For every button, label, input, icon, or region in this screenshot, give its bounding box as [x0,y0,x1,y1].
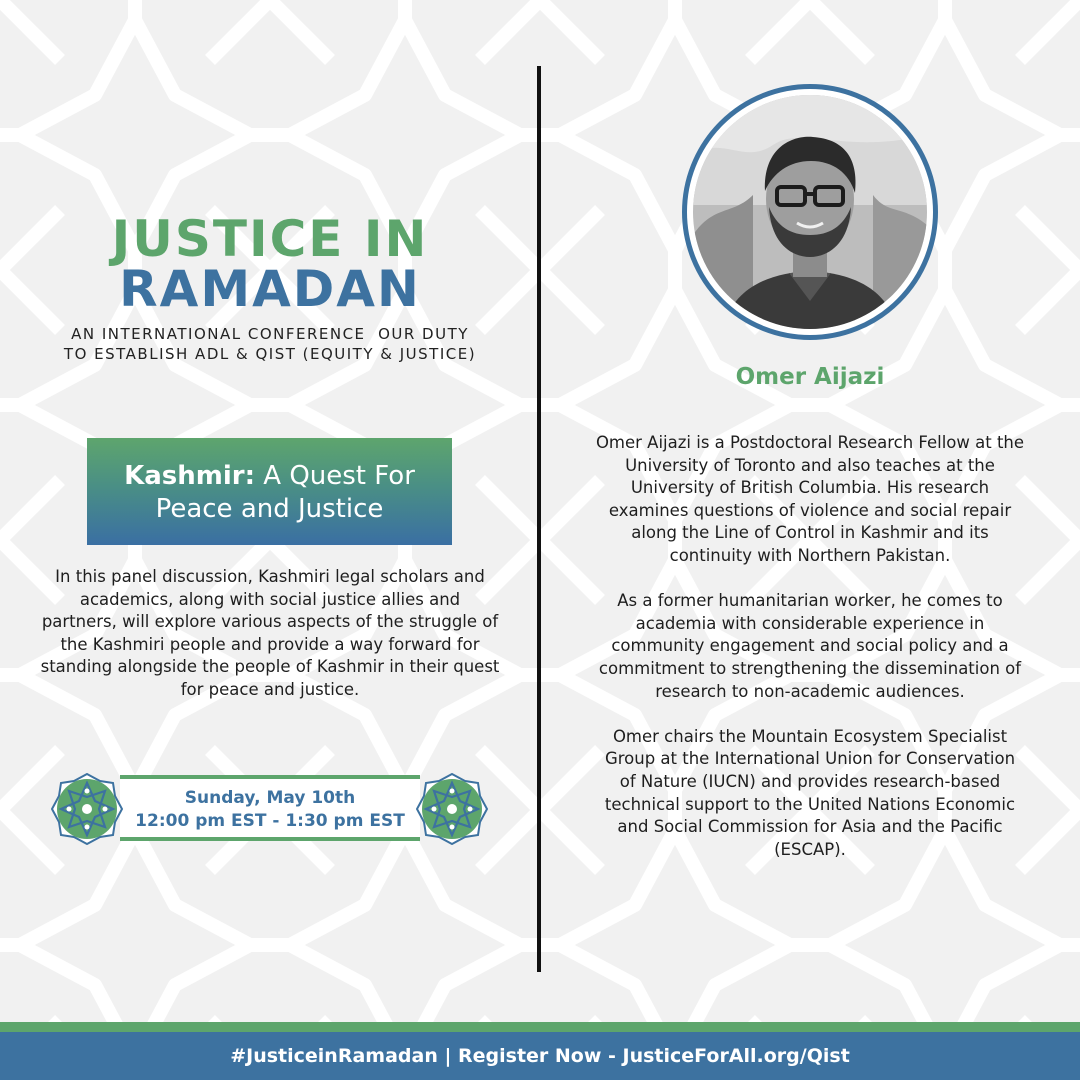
event-subtitle-line2: TO ESTABLISH ADL & QIST (EQUITY & JUSTICE) [63,345,477,363]
speaker-name: Omer Aijazi [735,364,885,390]
session-topic-rest: A Quest For [255,461,415,491]
speaker-avatar [682,84,938,340]
footer-accent-stripe [0,1022,1080,1032]
session-date: Sunday, May 10th [184,788,356,808]
speaker-bio-paragraph-1: Omer Aijazi is a Postdoctoral Research Fellow at the University of Toronto and also teaches at the University of British Columbia. His research examines questions of violence and social repair along the Line of Control in Kashmir and its continuity with Northern Pakistan. [595,433,1025,565]
event-title [40,210,500,318]
event-title-line1: JUSTICE IN [111,210,429,268]
event-subtitle [40,324,500,364]
session-datetime-bar [120,775,420,841]
session-time: 12:00 pm EST - 1:30 pm EST [135,811,405,831]
speaker-portrait-illustration [693,95,927,329]
session-topic-bold: Kashmir: [124,461,255,491]
speaker-bio [595,432,1025,884]
speaker-portrait [693,95,927,329]
session-description: In this panel discussion, Kashmiri legal scholars and academics, along with social justice allies and partners, will explore various aspects of the struggle of the Kashmiri people and provide a way forward for standing alongside the people of Kashmir in their quest for peace and justice. [40,567,500,699]
session-topic-line1 [87,460,452,493]
event-subtitle-line1: AN INTERNATIONAL CONFERENCE OUR DUTY [71,325,469,343]
speaker-bio-paragraph-3: Omer chairs the Mountain Ecosystem Specialist Group at the International Union for Conservation of Nature (IUCN) and provides research-based technical support to the United Nations Economic and Social Commission for Asia and the Pacific (ESCAP). [604,726,1016,859]
footer-banner: #JusticeinRamadan | Register Now - JusticeForAll.org/Qist [0,1032,1080,1080]
session-topic-line2: Peace and Justice [155,494,384,524]
medallion-left-icon [51,773,123,845]
speaker-bio-paragraph-2: As a former humanitarian worker, he comes to academia with considerable experience in community engagement and social policy and a commitment to strengthening the dissemination of research to non-academic audiences. [598,591,1022,701]
medallion-right-icon [416,773,488,845]
column-divider [537,66,541,972]
event-title-line2: RAMADAN [119,260,421,318]
session-topic-box [87,438,452,545]
